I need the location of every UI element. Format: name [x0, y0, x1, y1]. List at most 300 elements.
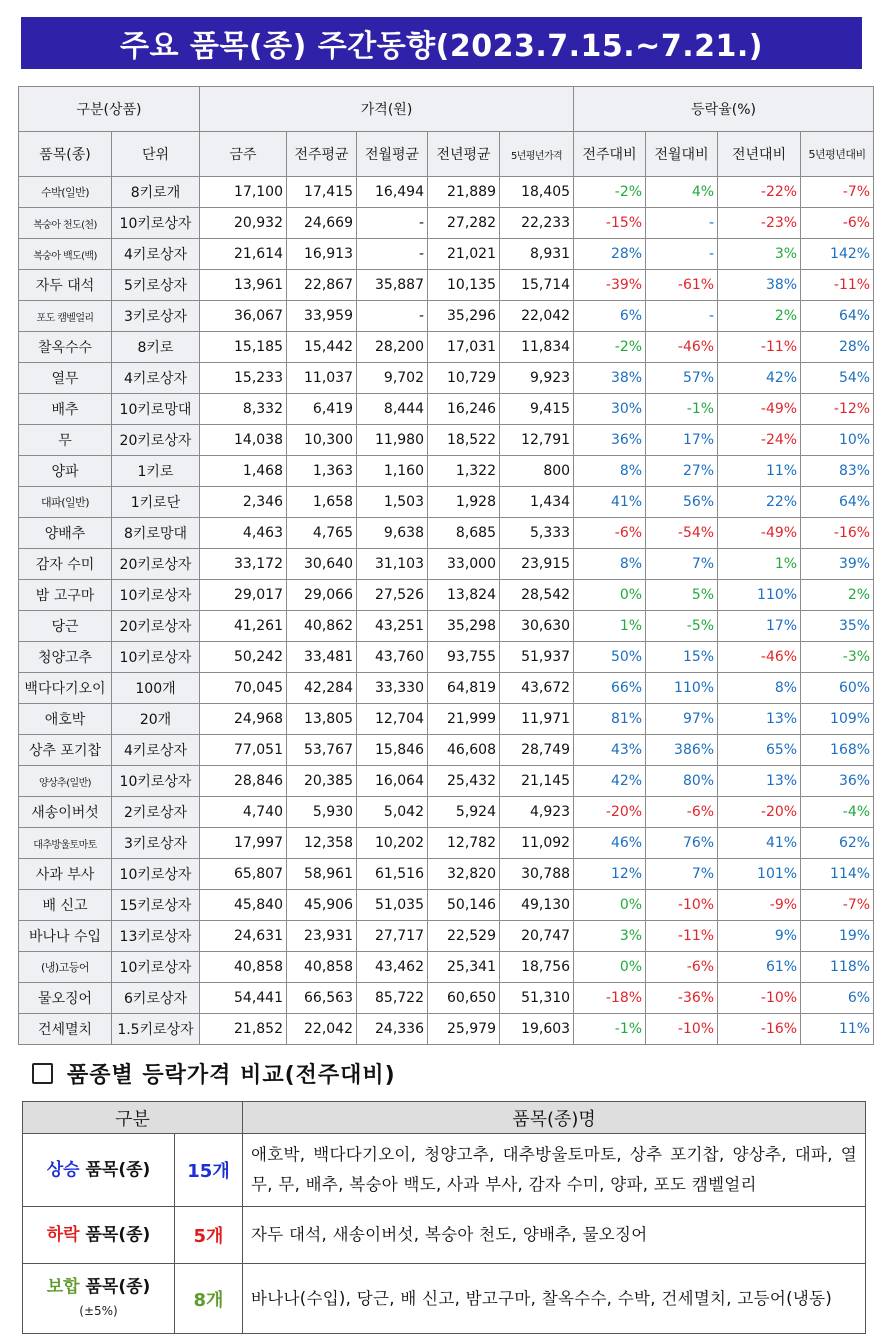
item-name-cell: 당근	[19, 611, 112, 642]
price-cell: 30,788	[500, 859, 574, 890]
rate-cell: -46%	[646, 332, 718, 363]
price-cell: 17,415	[287, 177, 357, 208]
unit-cell: 4키로상자	[112, 239, 200, 270]
price-cell: 16,246	[428, 394, 500, 425]
rate-cell: -10%	[646, 890, 718, 921]
price-cell: 15,714	[500, 270, 574, 301]
price-cell: 15,233	[200, 363, 287, 394]
rate-cell: 62%	[801, 828, 874, 859]
col-last-month: 전월평균	[357, 132, 428, 177]
col-vs-week: 전주대비	[574, 132, 646, 177]
price-cell: 41,261	[200, 611, 287, 642]
table-row	[19, 394, 874, 425]
rate-cell: -	[646, 301, 718, 332]
unit-cell: 4키로상자	[112, 363, 200, 394]
rate-cell: 118%	[801, 952, 874, 983]
price-cell: 11,971	[500, 704, 574, 735]
rate-cell: 57%	[646, 363, 718, 394]
item-name-cell: 찰옥수수	[19, 332, 112, 363]
table-row	[19, 952, 874, 983]
col-vs-year: 전년대비	[718, 132, 801, 177]
rate-cell: 28%	[801, 332, 874, 363]
item-name-cell: 감자 수미	[19, 549, 112, 580]
price-cell: 19,603	[500, 1014, 574, 1045]
price-cell: 43,462	[357, 952, 428, 983]
rate-cell: 0%	[574, 890, 646, 921]
col-last-week: 전주평균	[287, 132, 357, 177]
rate-cell: 46%	[574, 828, 646, 859]
rate-cell: 386%	[646, 735, 718, 766]
price-cell: 21,021	[428, 239, 500, 270]
price-cell: 17,997	[200, 828, 287, 859]
rate-cell: -61%	[646, 270, 718, 301]
price-cell: 33,481	[287, 642, 357, 673]
unit-cell: 1키로단	[112, 487, 200, 518]
unit-cell: 20개	[112, 704, 200, 735]
rate-cell: 36%	[801, 766, 874, 797]
col-this-week: 금주	[200, 132, 287, 177]
price-cell: 36,067	[200, 301, 287, 332]
price-cell: 11,834	[500, 332, 574, 363]
price-cell: 12,358	[287, 828, 357, 859]
price-cell: 21,614	[200, 239, 287, 270]
unit-cell: 10키로상자	[112, 580, 200, 611]
rate-cell: -49%	[718, 394, 801, 425]
price-cell: 11,980	[357, 425, 428, 456]
price-cell: 1,322	[428, 456, 500, 487]
table-row	[19, 301, 874, 332]
unit-cell: 100개	[112, 673, 200, 704]
col-vs-month: 전월대비	[646, 132, 718, 177]
table-row	[19, 332, 874, 363]
price-cell: 15,846	[357, 735, 428, 766]
rate-cell: 66%	[574, 673, 646, 704]
rate-cell: 2%	[801, 580, 874, 611]
table-row	[19, 580, 874, 611]
item-name-cell: 백다다기오이	[19, 673, 112, 704]
price-cell: 11,092	[500, 828, 574, 859]
comparison-section-title	[32, 1058, 396, 1089]
price-cell: 11,037	[287, 363, 357, 394]
price-cell: 2,346	[200, 487, 287, 518]
rate-cell: -22%	[718, 177, 801, 208]
price-cell: 9,415	[500, 394, 574, 425]
rate-cell: -15%	[574, 208, 646, 239]
rate-cell: 54%	[801, 363, 874, 394]
table-row	[19, 270, 874, 301]
unit-cell: 3키로상자	[112, 828, 200, 859]
item-name-cell: 대추방울토마토	[19, 828, 112, 859]
rate-cell: -	[646, 239, 718, 270]
price-cell: 22,233	[500, 208, 574, 239]
rate-cell: -10%	[718, 983, 801, 1014]
comparison-category-suffix: 품목(종)	[79, 1159, 151, 1180]
table-row	[19, 425, 874, 456]
rate-cell: 27%	[646, 456, 718, 487]
price-cell: 30,630	[500, 611, 574, 642]
item-name-cell: 새송이버섯	[19, 797, 112, 828]
price-cell: 51,035	[357, 890, 428, 921]
item-name-cell: (냉)고등어	[19, 952, 112, 983]
comparison-count-cell: 8개	[175, 1264, 243, 1334]
rate-cell: 114%	[801, 859, 874, 890]
comparison-header-category: 구분	[23, 1102, 243, 1134]
unit-cell: 3키로상자	[112, 301, 200, 332]
price-cell: 49,130	[500, 890, 574, 921]
rate-cell: -36%	[646, 983, 718, 1014]
price-cell: 15,442	[287, 332, 357, 363]
comparison-row	[23, 1264, 866, 1334]
price-cell: 21,889	[428, 177, 500, 208]
comparison-header-items: 품목(종)명	[243, 1102, 866, 1134]
price-cell: 9,702	[357, 363, 428, 394]
price-cell: 10,135	[428, 270, 500, 301]
comparison-category-label: 보합	[46, 1277, 80, 1298]
price-cell: 21,999	[428, 704, 500, 735]
rate-cell: 6%	[801, 983, 874, 1014]
price-cell: 40,858	[287, 952, 357, 983]
comparison-category-label: 하락	[46, 1224, 80, 1245]
rate-cell: -4%	[801, 797, 874, 828]
rate-cell: 8%	[574, 456, 646, 487]
price-cell: 65,807	[200, 859, 287, 890]
price-cell: 31,103	[357, 549, 428, 580]
price-cell: 4,740	[200, 797, 287, 828]
price-cell: 85,722	[357, 983, 428, 1014]
price-cell: 5,924	[428, 797, 500, 828]
rate-cell: 50%	[574, 642, 646, 673]
price-cell: 12,791	[500, 425, 574, 456]
rate-cell: 13%	[718, 766, 801, 797]
rate-cell: 110%	[718, 580, 801, 611]
price-cell: 8,931	[500, 239, 574, 270]
header-category: 구분(상품)	[19, 87, 200, 132]
price-cell: 27,717	[357, 921, 428, 952]
price-cell: 17,100	[200, 177, 287, 208]
unit-cell: 6키로상자	[112, 983, 200, 1014]
table-row	[19, 177, 874, 208]
price-cell: 29,017	[200, 580, 287, 611]
rate-cell: 1%	[718, 549, 801, 580]
price-cell: 58,961	[287, 859, 357, 890]
table-row	[19, 983, 874, 1014]
price-cell: -	[357, 239, 428, 270]
rate-cell: 101%	[718, 859, 801, 890]
price-cell: 16,494	[357, 177, 428, 208]
item-name-cell: 양배추	[19, 518, 112, 549]
price-cell: 1,468	[200, 456, 287, 487]
rate-cell: 8%	[718, 673, 801, 704]
rate-cell: 13%	[718, 704, 801, 735]
rate-cell: 2%	[718, 301, 801, 332]
price-cell: 1,503	[357, 487, 428, 518]
rate-cell: 3%	[574, 921, 646, 952]
price-cell: 18,522	[428, 425, 500, 456]
rate-cell: -1%	[574, 1014, 646, 1045]
comparison-count-cell: 5개	[175, 1207, 243, 1264]
price-cell: 33,000	[428, 549, 500, 580]
price-cell: 13,961	[200, 270, 287, 301]
item-name-cell: 물오징어	[19, 983, 112, 1014]
unit-cell: 10키로상자	[112, 642, 200, 673]
comparison-row	[23, 1207, 866, 1264]
rate-cell: -11%	[646, 921, 718, 952]
price-cell: 10,729	[428, 363, 500, 394]
price-cell: 27,282	[428, 208, 500, 239]
item-name-cell: 열무	[19, 363, 112, 394]
price-cell: 14,038	[200, 425, 287, 456]
unit-cell: 4키로상자	[112, 735, 200, 766]
item-name-cell: 사과 부사	[19, 859, 112, 890]
comparison-items-cell: 바나나(수입), 당근, 배 신고, 밤고구마, 찰옥수수, 수박, 건세멸치, 고등어(냉동)	[243, 1264, 866, 1334]
comparison-table	[22, 1101, 866, 1334]
item-name-cell: 양파	[19, 456, 112, 487]
price-cell: 4,765	[287, 518, 357, 549]
price-cell: 24,968	[200, 704, 287, 735]
rate-cell: -20%	[574, 797, 646, 828]
price-cell: 20,385	[287, 766, 357, 797]
unit-cell: 20키로상자	[112, 549, 200, 580]
comparison-category-suffix: 품목(종)	[79, 1224, 151, 1245]
rate-cell: 38%	[574, 363, 646, 394]
rate-cell: 12%	[574, 859, 646, 890]
rate-cell: 81%	[574, 704, 646, 735]
unit-cell: 1키로	[112, 456, 200, 487]
price-cell: 30,640	[287, 549, 357, 580]
comparison-count-cell: 15개	[175, 1134, 243, 1207]
rate-cell: 110%	[646, 673, 718, 704]
table-row	[19, 704, 874, 735]
price-cell: 28,542	[500, 580, 574, 611]
price-cell: 10,300	[287, 425, 357, 456]
comparison-items-cell: 자두 대석, 새송이버섯, 복숭아 천도, 양배추, 물오징어	[243, 1207, 866, 1264]
rate-cell: 80%	[646, 766, 718, 797]
price-cell: 21,145	[500, 766, 574, 797]
unit-cell: 15키로상자	[112, 890, 200, 921]
unit-cell: 10키로상자	[112, 208, 200, 239]
price-cell: 45,906	[287, 890, 357, 921]
price-cell: 5,930	[287, 797, 357, 828]
unit-cell: 10키로상자	[112, 859, 200, 890]
table-row	[19, 1014, 874, 1045]
price-cell: 1,363	[287, 456, 357, 487]
rate-cell: -6%	[801, 208, 874, 239]
price-cell: 9,923	[500, 363, 574, 394]
rate-cell: 9%	[718, 921, 801, 952]
rate-cell: 41%	[574, 487, 646, 518]
rate-cell: 5%	[646, 580, 718, 611]
rate-cell: -16%	[718, 1014, 801, 1045]
price-cell: 42,284	[287, 673, 357, 704]
price-cell: 21,852	[200, 1014, 287, 1045]
rate-cell: 1%	[574, 611, 646, 642]
price-cell: 20,932	[200, 208, 287, 239]
rate-cell: -3%	[801, 642, 874, 673]
table-row	[19, 828, 874, 859]
unit-cell: 2키로상자	[112, 797, 200, 828]
rate-cell: 39%	[801, 549, 874, 580]
item-name-cell: 복숭아 백도(백)	[19, 239, 112, 270]
unit-cell: 5키로상자	[112, 270, 200, 301]
price-cell: 25,432	[428, 766, 500, 797]
rate-cell: 38%	[718, 270, 801, 301]
table-row	[19, 735, 874, 766]
rate-cell: -9%	[718, 890, 801, 921]
price-cell: 53,767	[287, 735, 357, 766]
price-cell: 18,405	[500, 177, 574, 208]
rate-cell: -5%	[646, 611, 718, 642]
price-cell: 54,441	[200, 983, 287, 1014]
rate-cell: -54%	[646, 518, 718, 549]
col-five-year: 5년평년가격	[500, 132, 574, 177]
price-cell: 23,915	[500, 549, 574, 580]
rate-cell: 168%	[801, 735, 874, 766]
comparison-category-cell	[23, 1264, 175, 1334]
item-name-cell: 포도 캠벨얼리	[19, 301, 112, 332]
price-cell: 24,336	[357, 1014, 428, 1045]
price-cell: 46,608	[428, 735, 500, 766]
rate-cell: 65%	[718, 735, 801, 766]
item-name-cell: 양상추(일반)	[19, 766, 112, 797]
price-cell: 9,638	[357, 518, 428, 549]
price-cell: 15,185	[200, 332, 287, 363]
rate-cell: 30%	[574, 394, 646, 425]
rate-cell: 3%	[718, 239, 801, 270]
table-row	[19, 611, 874, 642]
rate-cell: 42%	[574, 766, 646, 797]
unit-cell: 13키로상자	[112, 921, 200, 952]
rate-cell: 60%	[801, 673, 874, 704]
rate-cell: 43%	[574, 735, 646, 766]
col-unit: 단위	[112, 132, 200, 177]
rate-cell: 17%	[718, 611, 801, 642]
rate-cell: 8%	[574, 549, 646, 580]
price-cell: 8,332	[200, 394, 287, 425]
price-cell: 50,242	[200, 642, 287, 673]
item-name-cell: 대파(일반)	[19, 487, 112, 518]
rate-cell: 0%	[574, 952, 646, 983]
price-cell: 5,333	[500, 518, 574, 549]
price-cell: 61,516	[357, 859, 428, 890]
rate-cell: -6%	[646, 797, 718, 828]
rate-cell: -7%	[801, 890, 874, 921]
rate-cell: -6%	[574, 518, 646, 549]
price-cell: 35,298	[428, 611, 500, 642]
rate-cell: 36%	[574, 425, 646, 456]
price-cell: 16,064	[357, 766, 428, 797]
unit-cell: 8키로	[112, 332, 200, 363]
item-name-cell: 상추 포기찹	[19, 735, 112, 766]
price-cell: 5,042	[357, 797, 428, 828]
price-cell: 12,704	[357, 704, 428, 735]
price-trend-table	[18, 86, 874, 1045]
rate-cell: 83%	[801, 456, 874, 487]
rate-cell: -24%	[718, 425, 801, 456]
price-cell: 93,755	[428, 642, 500, 673]
price-cell: 40,862	[287, 611, 357, 642]
price-cell: 23,931	[287, 921, 357, 952]
checkbox-square-icon	[32, 1063, 53, 1084]
price-cell: 22,529	[428, 921, 500, 952]
item-name-cell: 수박(일반)	[19, 177, 112, 208]
price-cell: 45,840	[200, 890, 287, 921]
item-name-cell: 무	[19, 425, 112, 456]
table-row	[19, 363, 874, 394]
rate-cell: -20%	[718, 797, 801, 828]
table-row	[19, 673, 874, 704]
price-cell: 43,760	[357, 642, 428, 673]
price-cell: 20,747	[500, 921, 574, 952]
unit-cell: 10키로상자	[112, 952, 200, 983]
table-row	[19, 549, 874, 580]
price-cell: 43,251	[357, 611, 428, 642]
item-name-cell: 배추	[19, 394, 112, 425]
col-item: 품목(종)	[19, 132, 112, 177]
comparison-rows	[23, 1134, 866, 1334]
rate-cell: 35%	[801, 611, 874, 642]
rate-cell: -11%	[718, 332, 801, 363]
rate-cell: -7%	[801, 177, 874, 208]
rate-cell: 142%	[801, 239, 874, 270]
price-cell: 51,937	[500, 642, 574, 673]
price-cell: 13,824	[428, 580, 500, 611]
item-name-cell: 건세멸치	[19, 1014, 112, 1045]
rate-cell: 11%	[801, 1014, 874, 1045]
rate-cell: 41%	[718, 828, 801, 859]
price-cell: 800	[500, 456, 574, 487]
price-rows	[19, 177, 874, 1045]
price-cell: 17,031	[428, 332, 500, 363]
price-cell: 28,200	[357, 332, 428, 363]
rate-cell: -23%	[718, 208, 801, 239]
unit-cell: 8키로개	[112, 177, 200, 208]
table-row	[19, 208, 874, 239]
unit-cell: 8키로망대	[112, 518, 200, 549]
rate-cell: 7%	[646, 549, 718, 580]
price-cell: 33,959	[287, 301, 357, 332]
rate-cell: 97%	[646, 704, 718, 735]
price-cell: -	[357, 301, 428, 332]
price-cell: 16,913	[287, 239, 357, 270]
rate-cell: 15%	[646, 642, 718, 673]
unit-cell: 10키로망대	[112, 394, 200, 425]
price-cell: 32,820	[428, 859, 500, 890]
price-cell: 1,658	[287, 487, 357, 518]
table-row	[19, 890, 874, 921]
price-cell: 28,846	[200, 766, 287, 797]
price-cell: 50,146	[428, 890, 500, 921]
price-cell: 64,819	[428, 673, 500, 704]
price-cell: 70,045	[200, 673, 287, 704]
rate-cell: 28%	[574, 239, 646, 270]
comparison-category-cell	[23, 1207, 175, 1264]
comparison-category-suffix: 품목(종)	[79, 1277, 151, 1298]
price-cell: 18,756	[500, 952, 574, 983]
table-row	[19, 456, 874, 487]
rate-cell: 22%	[718, 487, 801, 518]
rate-cell: 10%	[801, 425, 874, 456]
rate-cell: 56%	[646, 487, 718, 518]
unit-cell: 20키로상자	[112, 425, 200, 456]
price-cell: 24,631	[200, 921, 287, 952]
rate-cell: -2%	[574, 332, 646, 363]
price-cell: 25,979	[428, 1014, 500, 1045]
table-row	[19, 518, 874, 549]
rate-cell: 109%	[801, 704, 874, 735]
price-cell: 12,782	[428, 828, 500, 859]
table-row	[19, 642, 874, 673]
price-cell: 1,160	[357, 456, 428, 487]
